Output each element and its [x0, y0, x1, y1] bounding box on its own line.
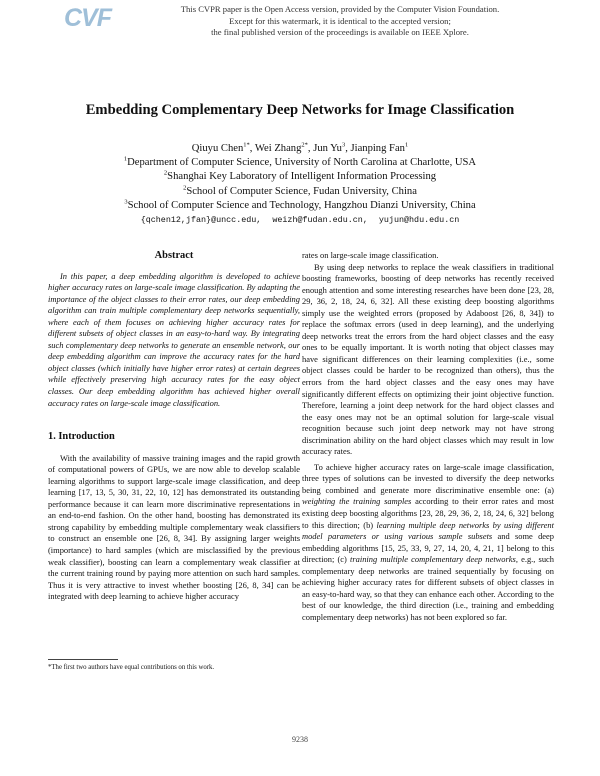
- body-paragraph-solutions: [302, 462, 554, 624]
- abstract-text: In this paper, a deep embedding algorithm is developed to achieve higher accuracy rates on large-scale image classification. By adapting the importance of the object classes to their error rates, our deep embedding algorithm can train multiple complementary deep networks sequentially, where each of them focuses on achieving higher accuracy rates for different subsets of object classes in an easy-to-hard way. By integrating such complementary deep networks to generate an ensemble network, our deep embedding algorithm can improve the accuracy rates for the hard object classes (which initially have higher error rates) at certain degrees while effectively preserving high accuracy rates for the easy object classes. Our deep embedding algorithm has achieved higher overall accuracy rates on large-scale image classification.: [48, 270, 300, 408]
- author-block: [0, 142, 600, 227]
- emphasis-text: learning multiple deep networks by using different model parameters or using various sample subsets: [302, 519, 554, 542]
- affiliation: [0, 199, 600, 213]
- body-paragraph: By using deep networks to replace the weak classifiers in traditional boosting frameworks, boosting of deep networks has recently received enough attention and some interesting researches have been done [23, 28, 29, 36, 2, 18, 24, 6, 32]. All these existing deep boosting algorithms simply use the weighted errors (proposed by Adaboost [26, 8, 34]) to replace the softmax errors (used in deep learning), and the underlying deep networks treat the errors from the hard object classes and the easy ones to be equally important. It is worth noting that object classes may have significant differences on their learning complexities (i.e., some object classes could be harder to be recognized than others), thus the errors from the hard object classes and the easy ones may have significantly different effects on optimizing their joint objective function. Therefore, learning a joint deep network for the hard object classes and the easy ones may not be an optimal solution for large-scale visual recognition because such joint deep network may not have strong discrimination ability on the hard object classes which may result in low accuracy rates.: [302, 261, 554, 457]
- affiliation: [0, 156, 600, 170]
- affiliation-mark: 2: [183, 184, 187, 192]
- author-name: , Wei Zhang: [249, 143, 302, 154]
- author-mark: 2*: [301, 141, 308, 149]
- affiliation-text: Department of Computer Science, University of North Carolina at Charlotte, USA: [127, 157, 477, 169]
- intro-paragraph: With the availability of massive training images and the rapid growth of computational powers of GPUs, we are now able to develop scalable learning algorithms to support large-scale image classification, and deep learning [17, 13, 5, 30, 31, 22, 10, 12] has demonstrated its outstanding performance because it can learn more discriminative representations in an end-to-end fashion. On the other hand, boosting has demonstrated its strong capability by embedding multiple complementary weak classifiers to construct an ensemble one [26, 8, 34]. By assigning larger weights (importance) to hard samples (which are misclassified by the previous weak classifier), boosting can learn a complementary weak classifier at the current training round by paying more attention on such hard samples. Thus it is very attractive to invest whether boosting [26, 8, 34] can be integrated with deep learning to achieve higher accuracy: [48, 452, 300, 602]
- footnote-divider: [48, 659, 118, 660]
- footnote: *The first two authors have equal contributions on this work.: [48, 664, 215, 671]
- author-emails: {qchen12,jfan}@uncc.edu, weizh@fudan.edu.cn, yujun@hdu.edu.cn: [140, 215, 460, 226]
- affiliation-text: School of Computer Science, Fudan University, China: [186, 185, 417, 197]
- watermark-line: Except for this watermark, it is identical to the accepted version;: [229, 15, 451, 26]
- author-names: [0, 142, 600, 156]
- right-column: [302, 250, 554, 624]
- author-name: , Jun Yu: [307, 143, 342, 154]
- text-run: and some deep embedding algorithms [15, 25, 33, 9, 27, 14, 20, 4, 21, 1] belong to this direction; (c): [302, 531, 555, 565]
- emphasis-text: training multiple complementary deep networks: [350, 554, 516, 565]
- author-mark: 3: [341, 141, 346, 149]
- affiliation-mark: 3: [124, 198, 128, 206]
- text-run: according to their error rates and most existing deep boosting algorithms [23, 28, 29, 36, 2, 18, 24, 6, 32] belong to this direction; (b): [302, 496, 555, 530]
- page-number: 9238: [292, 735, 308, 744]
- affiliation-mark: 2: [163, 169, 168, 177]
- paper-title: Embedding Complementary Deep Networks for Image Classification: [85, 102, 515, 118]
- author-mark: 1*: [243, 141, 250, 149]
- continued-text: rates on large-scale image classification.: [302, 250, 439, 260]
- text-run: , e.g., such complementary deep networks are trained sequentially by focusing on achieving higher accuracy rates for different subsets of object classes in an easy-to-hard way, so that they can enhance each other. According to the best of our knowledge, the third direction (i.e., training and embedding complementary deep networks) has not been explored so far.: [302, 554, 555, 622]
- cvf-logo: CVF: [64, 4, 111, 32]
- left-column: [48, 250, 300, 603]
- section-heading-introduction: 1. Introduction: [48, 431, 115, 443]
- abstract-heading: Abstract: [154, 250, 194, 261]
- watermark-line: the final published version of the proceedings is available on IEEE Xplore.: [211, 27, 469, 37]
- author-name: Qiuyu Chen: [191, 143, 244, 154]
- author-mark: 1: [404, 141, 409, 149]
- author-name: , Jianping Fan: [345, 143, 405, 154]
- affiliation-text: School of Computer Science and Technology, Hangzhou Dianzi University, China: [127, 199, 476, 211]
- affiliation-text: Shanghai Key Laboratory of Intelligent Information Processing: [167, 171, 437, 183]
- affiliation-mark: 1: [123, 155, 128, 163]
- open-access-watermark: [120, 4, 560, 39]
- affiliation: [0, 185, 600, 199]
- watermark-line: This CVPR paper is the Open Access version, provided by the Computer Vision Foundation.: [180, 4, 500, 14]
- emphasis-text: weighting the training samples: [302, 496, 412, 507]
- text-run: To achieve higher accuracy rates on large-scale image classification, three types of solutions can be invested to diversify the deep networks being combined and generate more discriminative ensemble one: (a): [302, 461, 554, 495]
- affiliation: [0, 170, 600, 184]
